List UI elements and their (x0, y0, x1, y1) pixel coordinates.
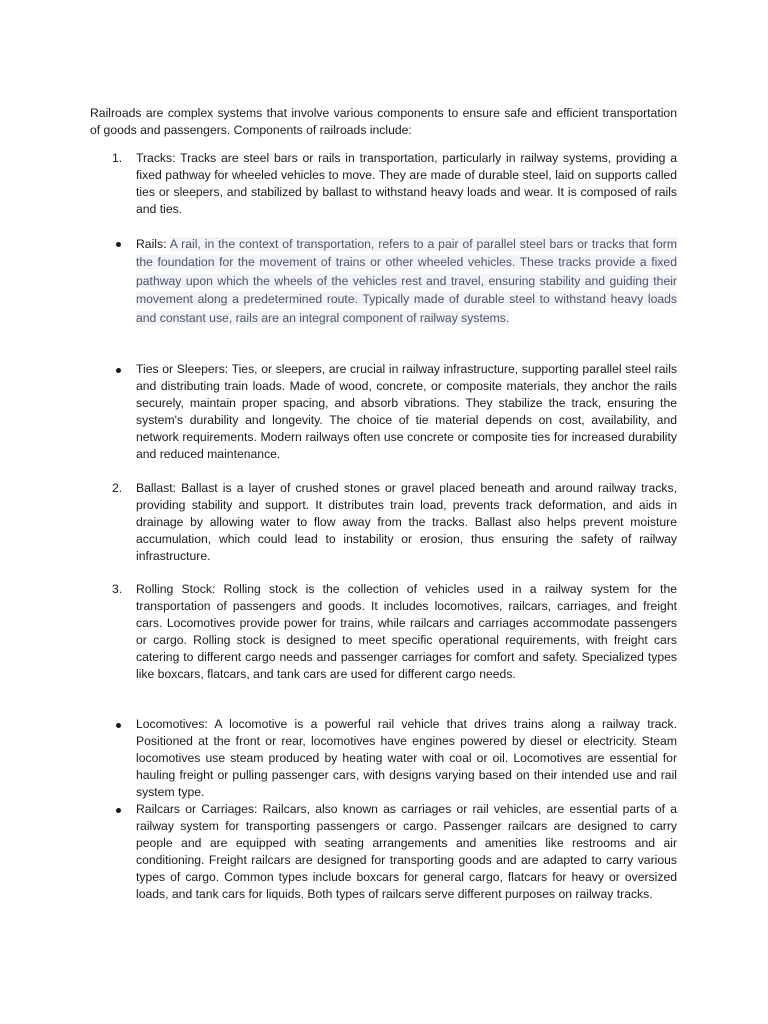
bullet-icon (116, 723, 121, 728)
bullet-icon (116, 368, 121, 373)
list-item-text: Railcars or Carriages: Railcars, also known as carriages or rail vehicles, are essential parts of a railway system for transporting passengers or cargo. Passenger railcars are designed to carry people and are equipped with seating arrangements and amenities like restrooms and air conditioning. Freight railcars are designed for transporting goods and are adapted to carry various types of cargo. Common types include boxcars for general cargo, flatcars for heavy or oversized loads, and tank cars for liquids. Both types of railcars serve different purposes on railway tracks. (136, 802, 677, 901)
list-item-text: Rolling Stock: Rolling stock is the collection of vehicles used in a railway system for the transportation of passengers and goods. It includes locomotives, railcars, carriages, and freight cars. Locomotives provide power for trains, while railcars and carriages accommodate passengers or cargo. Rolling stock is designed to meet specific operational requirements, with freight cars catering to different cargo needs and passenger carriages for comfort and safety. Specialized types like boxcars, flatcars, and tank cars are used for different cargo needs. (136, 582, 677, 681)
list-item-text: Ties or Sleepers: Ties, or sleepers, are crucial in railway infrastructure, supporting parallel steel rails and distributing train loads. Made of wood, concrete, or composite materials, they anchor the rails securely, maintain proper spacing, and absorb vibrations. They stabilize the track, ensuring the system's durability and longevity. The choice of tie material depends on cost, availability, and network requirements. Modern railways often use concrete or composite ties for increased durability and reduced maintenance. (136, 362, 677, 461)
list-item-locomotives (90, 716, 677, 801)
list-item-railcars (90, 801, 677, 903)
intro-paragraph: Railroads are complex systems that involve various components to ensure safe and efficient transportation of goods and passengers. Components of railroads include: (90, 106, 677, 137)
list-item-rails (90, 235, 677, 327)
list-item-ties-sleepers (90, 361, 677, 463)
list-item-text (136, 235, 677, 327)
list-item-text: Ballast: Ballast is a layer of crushed stones or gravel placed beneath and around railway tracks, providing stability and support. It distributes train load, prevents track deformation, and aids in drainage by allowing water to flow away from the tracks. Ballast also helps prevent moisture accumulation, which could lead to instability or erosion, thus ensuring the safety of railway infrastructure. (136, 481, 677, 563)
list-item-text: Locomotives: A locomotive is a powerful rail vehicle that drives trains along a railway track. Positioned at the front or rear, locomotives have engines powered by diesel or electricity. Steam locomotives use steam produced by heating water with coal or oil. Locomotives are essential for hauling freight or pulling passenger cars, with designs varying based on their intended use and rail system type. (136, 717, 677, 799)
list-number: 3. (112, 582, 123, 596)
list-item-rolling-stock (90, 581, 677, 683)
list-item-text: Tracks: Tracks are steel bars or rails in transportation, particularly in railway systems, providing a fixed pathway for wheeled vehicles to move. They are made of durable steel, laid on supports called ties or sleepers, and stabilized by ballast to withstand heavy loads and wear. It is composed of rails and ties. (136, 151, 677, 216)
rails-description: A rail, in the context of transportation, refers to a pair of parallel steel bars or tracks that form the foundation for the movement of trains or other wheeled vehicles. These tracks provide a fixed pathway upon which the wheels of the vehicles rest and travel, ensuring stability and guiding their movement along a predetermined route. Typically made of durable steel to withstand heavy loads and constant use, rails are an integral component of railway systems. (136, 237, 677, 325)
list-item-ballast (90, 480, 677, 565)
list-number: 2. (112, 481, 123, 495)
list-number: 1. (112, 151, 123, 165)
rails-label: Rails: (136, 237, 167, 251)
list-item-tracks (90, 150, 677, 218)
bullet-icon (116, 242, 121, 247)
bullet-icon (116, 808, 121, 813)
